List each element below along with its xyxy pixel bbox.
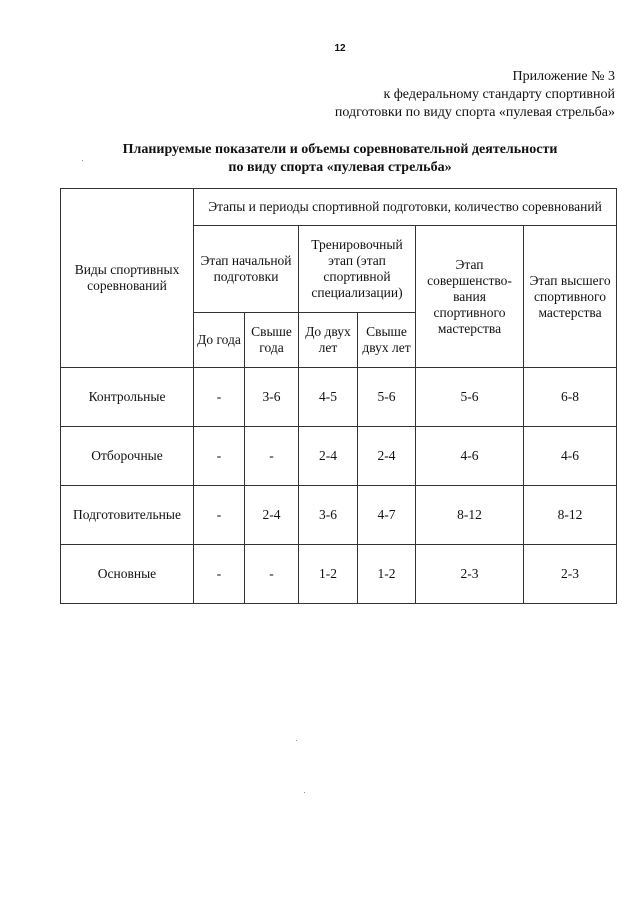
table-cell: 2-3 bbox=[416, 545, 524, 604]
table-cell: 5-6 bbox=[416, 368, 524, 427]
table-cell: - bbox=[194, 368, 245, 427]
scan-speck bbox=[296, 740, 297, 741]
scan-speck bbox=[304, 792, 305, 793]
header-competition-types: Виды спортивных соревнований bbox=[61, 189, 194, 368]
table-row bbox=[61, 427, 617, 486]
row-label: Отборочные bbox=[61, 427, 194, 486]
table-cell: 4-6 bbox=[416, 427, 524, 486]
header-stage-higher: Этап высшего спортивного мастерства bbox=[524, 226, 617, 368]
scan-speck bbox=[82, 160, 83, 161]
title-line-1: Планируемые показатели и объемы соревновательной деятельности bbox=[122, 142, 558, 157]
table-cell: - bbox=[194, 486, 245, 545]
table-cell: 2-4 bbox=[245, 486, 299, 545]
table-row bbox=[61, 368, 617, 427]
table-cell: 1-2 bbox=[358, 545, 416, 604]
table-cell: 3-6 bbox=[299, 486, 358, 545]
page-number: 12 bbox=[334, 43, 346, 54]
appendix-line-1: Приложение № 3 bbox=[512, 69, 615, 84]
document-title bbox=[0, 141, 640, 177]
table-cell: 8-12 bbox=[524, 486, 617, 545]
table-cell: 6-8 bbox=[524, 368, 617, 427]
table-cell: 4-6 bbox=[524, 427, 617, 486]
table-cell: - bbox=[245, 427, 299, 486]
header-over-year: Свыше года bbox=[245, 313, 299, 368]
appendix-line-2: к федеральному стандарту спортивной bbox=[383, 87, 615, 102]
header-stages-group: Этапы и периоды спортивной подготовки, количество соревнований bbox=[194, 189, 617, 226]
table-cell: 2-4 bbox=[358, 427, 416, 486]
table-cell: - bbox=[194, 427, 245, 486]
table-cell: 1-2 bbox=[299, 545, 358, 604]
table-cell: 4-5 bbox=[299, 368, 358, 427]
header-up-to-year: До года bbox=[194, 313, 245, 368]
table-cell: - bbox=[245, 545, 299, 604]
title-line-2: по виду спорта «пулевая стрельба» bbox=[228, 160, 452, 175]
row-label: Основные bbox=[61, 545, 194, 604]
table-cell: 8-12 bbox=[416, 486, 524, 545]
table-cell: - bbox=[194, 545, 245, 604]
header-stage-training: Тренировочный этап (этап спортивной специализации) bbox=[299, 226, 416, 313]
table-cell: 4-7 bbox=[358, 486, 416, 545]
competitions-table bbox=[60, 188, 617, 604]
row-label: Подготовительные bbox=[61, 486, 194, 545]
header-stage-improvement: Этап совершенство-вания спортивного мастерства bbox=[416, 226, 524, 368]
table-cell: 5-6 bbox=[358, 368, 416, 427]
header-stage-initial: Этап начальной подготовки bbox=[194, 226, 299, 313]
table-row bbox=[61, 486, 617, 545]
appendix-line-3: подготовки по виду спорта «пулевая стрельба» bbox=[334, 105, 615, 120]
table-cell: 3-6 bbox=[245, 368, 299, 427]
row-label: Контрольные bbox=[61, 368, 194, 427]
header-over-two-years: Свыше двух лет bbox=[358, 313, 416, 368]
appendix-block bbox=[335, 68, 615, 122]
header-up-to-two-years: До двух лет bbox=[299, 313, 358, 368]
table-row bbox=[61, 545, 617, 604]
table-cell: 2-4 bbox=[299, 427, 358, 486]
table-cell: 2-3 bbox=[524, 545, 617, 604]
